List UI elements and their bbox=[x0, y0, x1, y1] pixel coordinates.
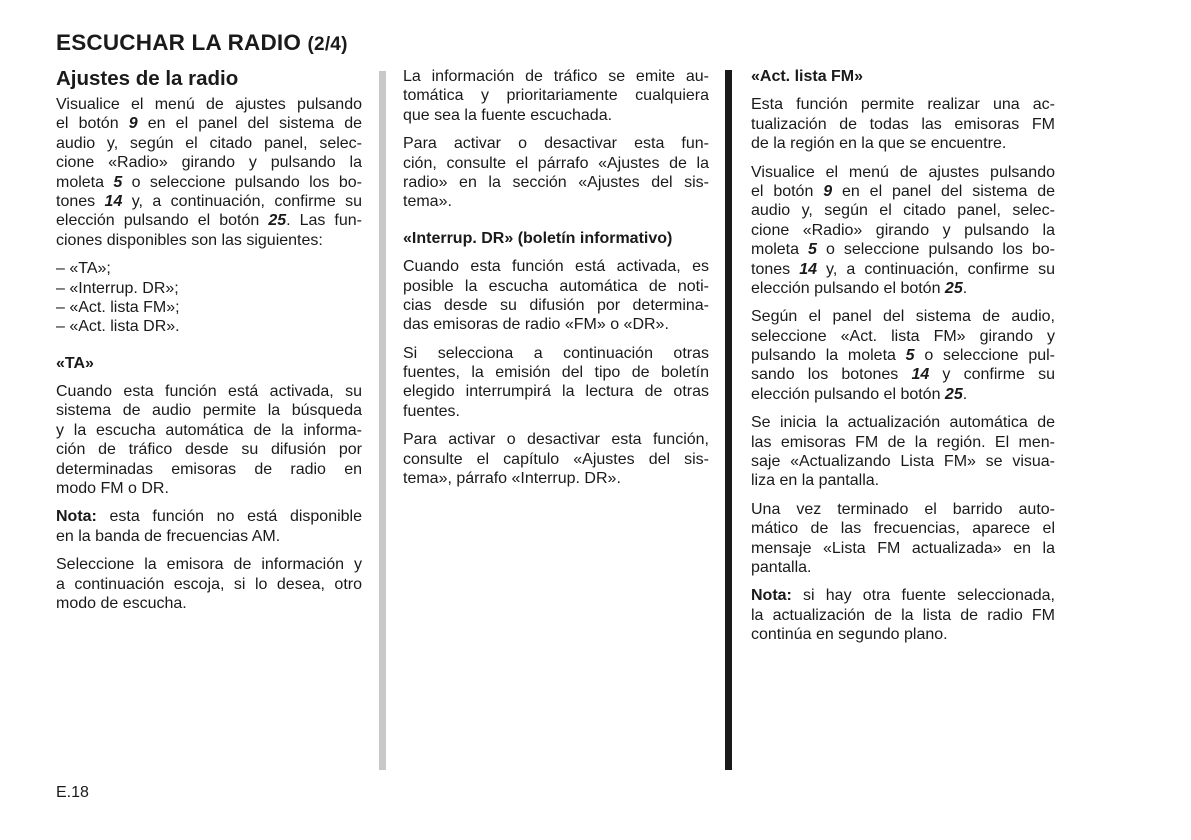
text-line bbox=[751, 625, 1055, 644]
text-line bbox=[751, 346, 1055, 365]
text: tones bbox=[56, 192, 105, 210]
text: audio y, según el citado panel, selec- bbox=[751, 202, 1055, 220]
text: y confirme su bbox=[929, 366, 1055, 384]
text: o seleccione pul- bbox=[914, 347, 1056, 365]
text: de la región en la que se encuentre. bbox=[751, 135, 1007, 153]
text-line bbox=[751, 606, 1055, 625]
text-line bbox=[751, 221, 1055, 240]
text: en el panel del sistema de bbox=[137, 115, 363, 133]
text: determinadas emisoras de radio en bbox=[56, 460, 362, 478]
text-line bbox=[751, 365, 1055, 384]
text-line bbox=[403, 344, 709, 363]
text-line bbox=[403, 67, 709, 86]
text-line bbox=[403, 106, 709, 125]
text: cione «Radio» girando y pulsando la bbox=[751, 221, 1055, 239]
page-title bbox=[56, 30, 348, 56]
text: esta función no está disponible bbox=[96, 508, 362, 526]
text: Una vez terminado el barrido auto- bbox=[751, 500, 1055, 518]
text: cias desde su difusión por determina- bbox=[403, 296, 709, 314]
text: moleta bbox=[751, 241, 809, 259]
text: . Las fun- bbox=[286, 212, 363, 230]
text-line bbox=[751, 134, 1055, 153]
paragraph bbox=[751, 500, 1055, 578]
list-item bbox=[56, 317, 362, 336]
text-line bbox=[403, 430, 709, 449]
column-1 bbox=[56, 66, 362, 622]
text: Según el panel del sistema de audio, bbox=[751, 308, 1055, 326]
text: – «Interrup. DR»; bbox=[56, 279, 179, 297]
text: fuentes, la emisión del tipo de boletín bbox=[403, 364, 709, 382]
text-line bbox=[403, 154, 709, 173]
page-part: (2/4) bbox=[307, 34, 348, 55]
text: ciones disponibles son las siguientes: bbox=[56, 231, 323, 249]
text-line bbox=[751, 586, 1055, 605]
bold-label: Nota: bbox=[56, 508, 97, 526]
text: en el panel del sistema de bbox=[832, 182, 1056, 200]
text: modo FM o DR. bbox=[56, 480, 169, 498]
subsection-heading: «Act. lista FM» bbox=[751, 68, 864, 85]
subsection-heading: «TA» bbox=[56, 354, 94, 372]
text-line bbox=[56, 555, 362, 574]
text: posible la escucha automática de noti- bbox=[403, 277, 709, 295]
text-line bbox=[56, 460, 362, 479]
text: mensaje «Lista FM actualizada» en la bbox=[751, 539, 1055, 557]
control-number: 25 bbox=[268, 212, 287, 230]
text: o seleccione pulsando los bo- bbox=[122, 173, 363, 191]
text-line bbox=[751, 279, 1055, 298]
list-item bbox=[56, 279, 362, 298]
text-line bbox=[56, 527, 362, 546]
paragraph bbox=[403, 134, 709, 212]
text-line bbox=[56, 211, 362, 230]
column-3 bbox=[751, 67, 1055, 654]
text-line bbox=[751, 327, 1055, 346]
text: modo de escucha. bbox=[56, 595, 187, 612]
text: continúa en segundo plano. bbox=[751, 626, 948, 644]
text: seleccione «Act. lista FM» girando y bbox=[751, 327, 1055, 345]
text: en la banda de frecuencias AM. bbox=[56, 527, 281, 545]
text-line bbox=[751, 452, 1055, 471]
text: elección pulsando el botón bbox=[751, 279, 945, 297]
text: tomática y prioritariamente cualquiera bbox=[403, 87, 709, 105]
text: . bbox=[962, 279, 968, 297]
text-line bbox=[751, 519, 1055, 538]
text-line bbox=[403, 173, 709, 192]
text-line bbox=[56, 507, 362, 526]
text: o seleccione pulsando los bo- bbox=[816, 241, 1055, 259]
text-line bbox=[751, 539, 1055, 558]
paragraph bbox=[56, 555, 362, 613]
text-line bbox=[751, 307, 1055, 326]
text-line bbox=[751, 433, 1055, 452]
text: cione «Radio» girando y pulsando la bbox=[56, 154, 362, 172]
text-line bbox=[56, 231, 362, 250]
text: tema». bbox=[403, 193, 452, 211]
text: elección pulsando el botón bbox=[56, 212, 269, 230]
text: – «Act. lista FM»; bbox=[56, 298, 180, 316]
text: audio y, según el citado panel, selec- bbox=[56, 134, 362, 152]
text-line bbox=[56, 382, 362, 401]
control-number: 25 bbox=[944, 385, 963, 403]
paragraph bbox=[403, 257, 709, 335]
text: sando los botones bbox=[751, 366, 912, 384]
control-number: 9 bbox=[128, 115, 138, 133]
text: Esta función permite realizar una ac- bbox=[751, 96, 1055, 114]
text-line bbox=[403, 134, 709, 153]
text-line bbox=[56, 479, 362, 498]
control-number: 5 bbox=[113, 173, 123, 191]
text: si hay otra fuente seleccionada, bbox=[791, 587, 1055, 605]
paragraph bbox=[403, 344, 709, 422]
text: . bbox=[962, 385, 968, 403]
text: fuentes. bbox=[403, 402, 460, 420]
text: y, a continuación, confirme su bbox=[122, 192, 363, 210]
text-line bbox=[403, 450, 709, 469]
text: elección pulsando el botón bbox=[751, 385, 945, 403]
section-heading: Ajustes de la radio bbox=[56, 67, 239, 90]
control-number: 14 bbox=[104, 192, 123, 210]
bold-label: Nota: bbox=[751, 587, 792, 605]
text: el botón bbox=[56, 115, 129, 133]
text: a continuación escoja, si lo desea, otro bbox=[56, 575, 362, 593]
text-line bbox=[403, 402, 709, 421]
text: Cuando esta función está activada, es bbox=[403, 258, 709, 276]
text-line bbox=[403, 277, 709, 296]
text: sistema de audio permite la búsqueda bbox=[56, 402, 362, 420]
text: radio» en la sección «Ajustes del sis- bbox=[403, 173, 709, 191]
text: – «Act. lista DR». bbox=[56, 318, 180, 336]
control-number: 9 bbox=[823, 182, 833, 200]
paragraph bbox=[751, 413, 1055, 491]
text-line bbox=[56, 401, 362, 420]
text: Si selecciona a continuación otras bbox=[403, 344, 709, 362]
text-line bbox=[751, 163, 1055, 182]
paragraph bbox=[403, 430, 709, 488]
text: Para activar o desactivar esta fun- bbox=[403, 135, 709, 153]
control-number: 5 bbox=[905, 347, 915, 365]
text-line bbox=[751, 471, 1055, 490]
control-number: 14 bbox=[911, 366, 930, 384]
control-number: 5 bbox=[808, 241, 817, 259]
text: pulsando la moleta bbox=[751, 347, 906, 365]
text-line bbox=[403, 382, 709, 401]
page-title-text: ESCUCHAR LA RADIO bbox=[56, 30, 302, 55]
paragraph bbox=[751, 95, 1055, 153]
paragraph bbox=[56, 382, 362, 498]
text-line bbox=[751, 95, 1055, 114]
text: liza en la pantalla. bbox=[751, 472, 880, 490]
text: la actualización de la lista de radio FM bbox=[751, 606, 1055, 624]
text-line bbox=[751, 201, 1055, 220]
text: Se inicia la actualización automática de bbox=[751, 414, 1055, 432]
text-line bbox=[751, 500, 1055, 519]
text-line bbox=[751, 260, 1055, 279]
paragraph bbox=[751, 163, 1055, 299]
text-line bbox=[56, 421, 362, 440]
paragraph bbox=[751, 586, 1055, 644]
text-line bbox=[751, 558, 1055, 577]
text: ción de tráfico desde su difusión por bbox=[56, 441, 362, 459]
text-line bbox=[751, 413, 1055, 432]
function-list bbox=[56, 259, 362, 337]
text: consulte el capítulo «Ajustes del sis- bbox=[403, 450, 709, 468]
text: Para activar o desactivar esta función, bbox=[403, 431, 709, 449]
text: La información de tráfico se emite au- bbox=[403, 68, 709, 85]
text-line bbox=[56, 440, 362, 459]
column-divider-black bbox=[725, 70, 732, 770]
text-line bbox=[403, 192, 709, 211]
text-line bbox=[751, 240, 1055, 259]
text: saje «Actualizando Lista FM» se visua- bbox=[751, 453, 1055, 471]
list-item bbox=[56, 298, 362, 317]
text-line bbox=[751, 182, 1055, 201]
text-line bbox=[751, 385, 1055, 404]
text-line bbox=[56, 594, 362, 613]
text: Cuando esta función está activada, su bbox=[56, 383, 362, 401]
paragraph bbox=[56, 507, 362, 546]
page-number: E.18 bbox=[56, 784, 89, 801]
text: tones bbox=[751, 260, 800, 278]
text: ción, consulte el párrafo «Ajustes de la bbox=[403, 154, 709, 172]
paragraph bbox=[751, 307, 1055, 404]
text: Visualice el menú de ajustes pulsando bbox=[56, 96, 362, 113]
text: Seleccione la emisora de información y bbox=[56, 556, 362, 574]
text-line bbox=[403, 296, 709, 315]
text: mático de las frecuencias, aparece el bbox=[751, 520, 1055, 538]
text-line bbox=[403, 86, 709, 105]
text: y, a continuación, confirme su bbox=[817, 260, 1055, 278]
text-line bbox=[56, 134, 362, 153]
text-line bbox=[56, 95, 362, 114]
column-2 bbox=[403, 67, 709, 497]
list-item bbox=[56, 259, 362, 278]
text: que sea la fuente escuchada. bbox=[403, 106, 613, 124]
text: y la escucha automática de la informa- bbox=[56, 421, 362, 439]
text-line bbox=[403, 315, 709, 334]
text-line bbox=[56, 153, 362, 172]
text-line bbox=[56, 575, 362, 594]
text: tualización de todas las emisoras FM bbox=[751, 115, 1055, 133]
text: – «TA»; bbox=[56, 260, 111, 278]
text: moleta bbox=[56, 173, 114, 191]
text: el botón bbox=[751, 182, 824, 200]
text: tema», párrafo «Interrup. DR». bbox=[403, 470, 621, 488]
text-line bbox=[56, 192, 362, 211]
text-line bbox=[751, 115, 1055, 134]
text-line bbox=[403, 257, 709, 276]
text: das emisoras de radio «FM» o «DR». bbox=[403, 316, 669, 334]
text-line bbox=[403, 363, 709, 382]
control-number: 14 bbox=[799, 260, 817, 278]
paragraph bbox=[403, 67, 709, 125]
text-line bbox=[403, 469, 709, 488]
text: las emisoras FM de la región. El men- bbox=[751, 433, 1055, 451]
subsection-heading: «Interrup. DR» (boletín informativo) bbox=[403, 229, 673, 247]
text: pantalla. bbox=[751, 559, 812, 576]
paragraph bbox=[56, 95, 362, 250]
text: Visualice el menú de ajustes pulsando bbox=[751, 163, 1055, 181]
column-divider-gray bbox=[379, 71, 386, 770]
text: elegido interrumpirá la lectura de otras bbox=[403, 383, 709, 401]
text-line bbox=[56, 173, 362, 192]
control-number: 25 bbox=[944, 279, 963, 297]
text-line bbox=[56, 114, 362, 133]
